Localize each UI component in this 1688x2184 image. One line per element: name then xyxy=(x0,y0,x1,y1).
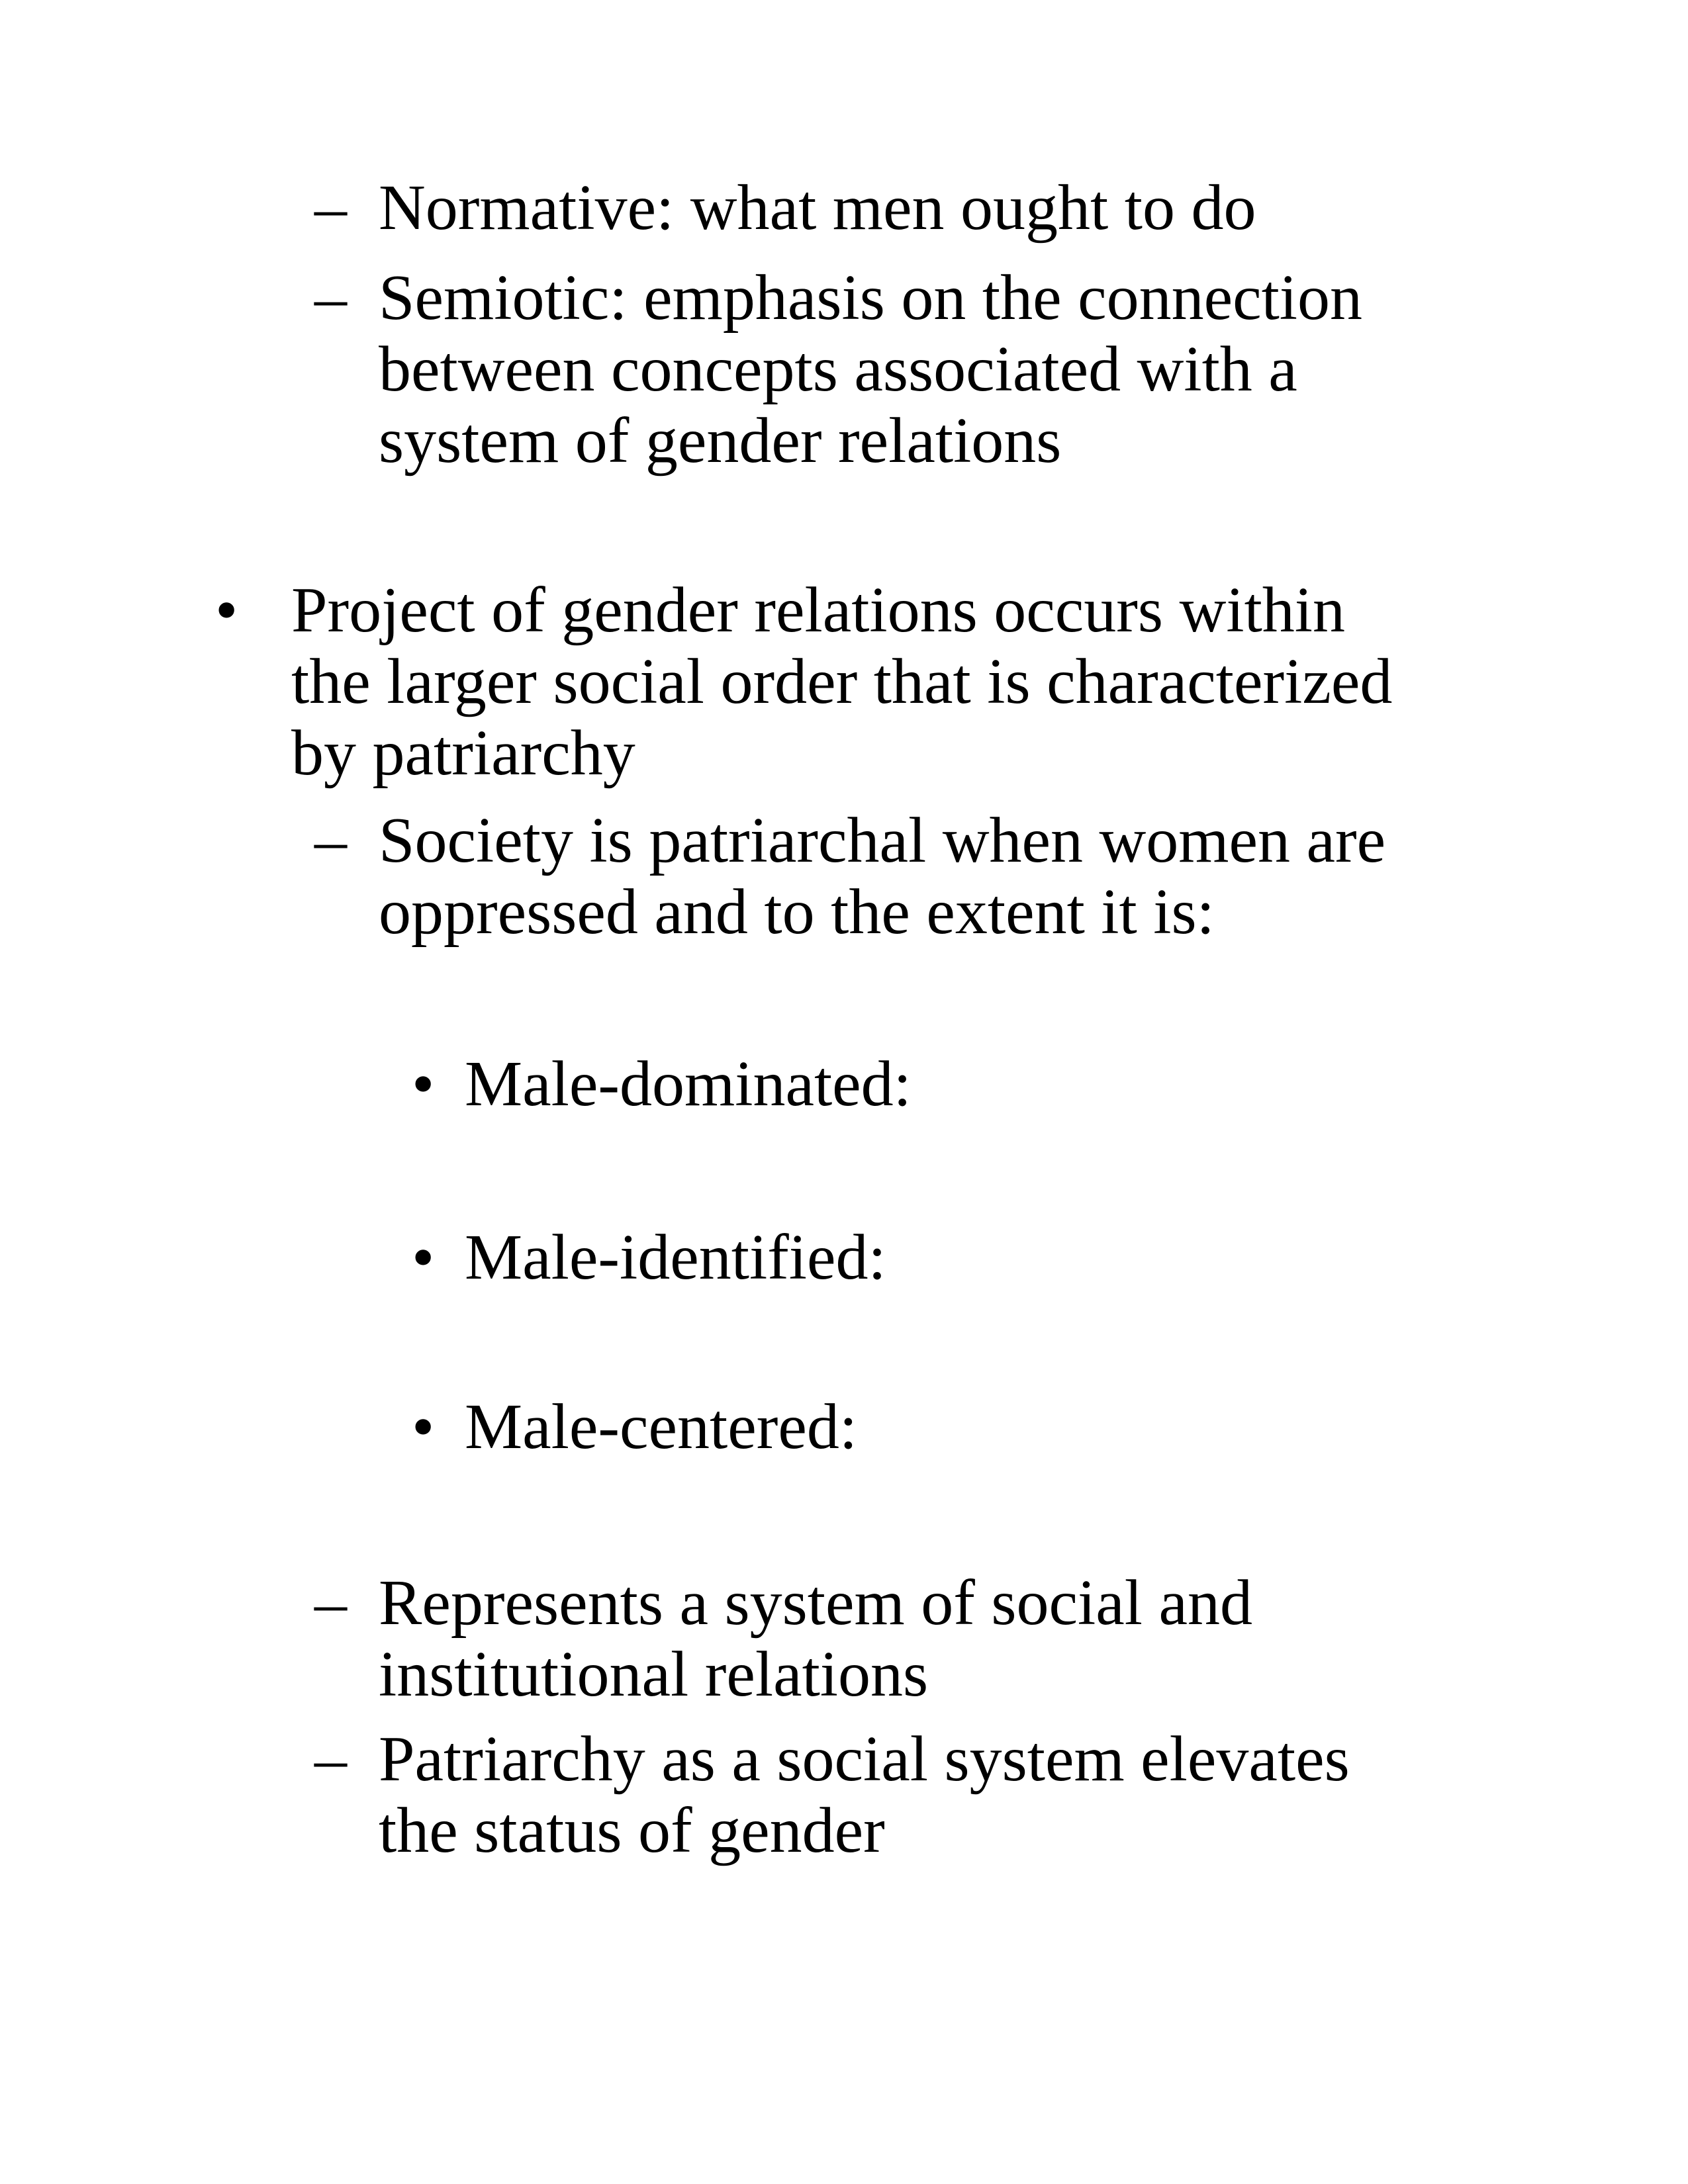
sub-subpoint-text xyxy=(465,1048,912,1120)
dash-bullet-icon: – xyxy=(314,1723,347,1795)
round-bullet-icon: • xyxy=(412,1391,435,1463)
subpoint-text xyxy=(379,1723,1350,1866)
main-point-text xyxy=(291,574,1392,789)
text-line: Male-centered: xyxy=(465,1391,858,1463)
text-line: Society is patriarchal when women are xyxy=(379,805,1386,876)
text-line: Male-identified: xyxy=(465,1222,886,1293)
subpoint-text xyxy=(379,262,1362,477)
text-line: Project of gender relations occurs within xyxy=(291,574,1346,646)
text-line: Semiotic: emphasis on the connection xyxy=(379,262,1363,334)
text-line: between concepts associated with a xyxy=(379,334,1297,405)
dash-bullet-icon: – xyxy=(314,1567,347,1639)
text-line: the larger social order that is characterized xyxy=(291,646,1393,717)
subpoint-text xyxy=(379,805,1385,948)
text-line: Normative: what men ought to do xyxy=(379,172,1256,244)
text-line: Represents a system of social and xyxy=(379,1567,1252,1639)
dash-bullet-icon: – xyxy=(314,262,347,334)
subpoint-text xyxy=(379,172,1256,244)
sub-subpoint-text xyxy=(465,1391,857,1463)
subpoint-text xyxy=(379,1567,1252,1710)
round-bullet-icon: • xyxy=(412,1048,435,1120)
round-bullet-icon: • xyxy=(215,574,238,646)
round-bullet-icon: • xyxy=(412,1222,435,1293)
text-line: Patriarchy as a social system elevates xyxy=(379,1723,1350,1795)
dash-bullet-icon: – xyxy=(314,805,347,876)
text-line: by patriarchy xyxy=(291,717,635,789)
text-line: institutional relations xyxy=(379,1639,929,1710)
text-line: Male-dominated: xyxy=(465,1048,912,1120)
sub-subpoint-text xyxy=(465,1222,886,1293)
dash-bullet-icon: – xyxy=(314,172,347,244)
text-line: the status of gender xyxy=(379,1795,885,1866)
text-line: oppressed and to the extent it is: xyxy=(379,876,1215,948)
text-line: system of gender relations xyxy=(379,405,1062,477)
